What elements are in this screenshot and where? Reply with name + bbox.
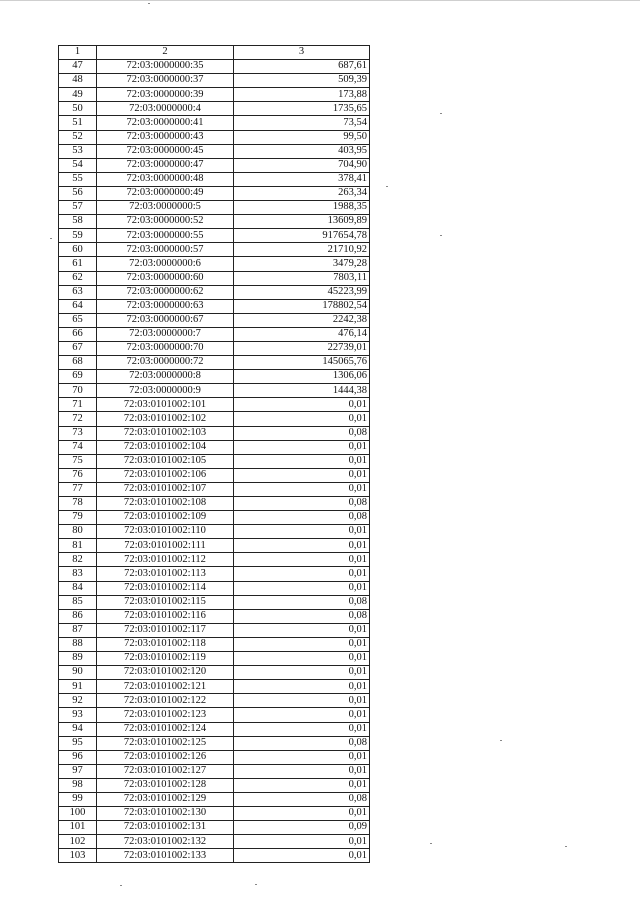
row-number: 82 (59, 553, 97, 567)
scan-speck (120, 885, 122, 886)
row-number: 60 (59, 243, 97, 257)
row-value: 1988,35 (234, 201, 370, 215)
row-value: 0,01 (234, 454, 370, 468)
cadastral-number: 72:03:0000000:48 (97, 172, 234, 186)
row-number: 96 (59, 750, 97, 764)
row-number: 98 (59, 778, 97, 792)
row-value: 0,01 (234, 482, 370, 496)
row-number: 56 (59, 186, 97, 200)
cadastral-number: 72:03:0101002:106 (97, 468, 234, 482)
row-number: 72 (59, 412, 97, 426)
row-number: 63 (59, 285, 97, 299)
row-number: 71 (59, 398, 97, 412)
table-row (59, 229, 370, 243)
table-row (59, 313, 370, 327)
cadastral-number: 72:03:0000000:41 (97, 116, 234, 130)
row-number: 54 (59, 158, 97, 172)
scan-speck (50, 238, 52, 239)
row-number: 103 (59, 849, 97, 863)
cadastral-number: 72:03:0000000:57 (97, 243, 234, 257)
table-row (59, 102, 370, 116)
row-value: 3479,28 (234, 257, 370, 271)
data-table (58, 45, 370, 863)
table-row (59, 666, 370, 680)
row-number: 59 (59, 229, 97, 243)
table-row (59, 271, 370, 285)
cadastral-number: 72:03:0000000:47 (97, 158, 234, 172)
table-row (59, 412, 370, 426)
cadastral-number: 72:03:0101002:118 (97, 637, 234, 651)
row-value: 0,01 (234, 849, 370, 863)
row-number: 76 (59, 468, 97, 482)
cadastral-number: 72:03:0101002:101 (97, 398, 234, 412)
cadastral-number: 72:03:0101002:116 (97, 609, 234, 623)
row-number: 100 (59, 807, 97, 821)
cadastral-number: 72:03:0101002:115 (97, 595, 234, 609)
table-row (59, 694, 370, 708)
table-row (59, 130, 370, 144)
row-value: 145065,76 (234, 356, 370, 370)
table-row (59, 398, 370, 412)
cadastral-number: 72:03:0000000:67 (97, 313, 234, 327)
row-value: 0,01 (234, 581, 370, 595)
cadastral-number: 72:03:0101002:102 (97, 412, 234, 426)
table-row (59, 623, 370, 637)
row-number: 90 (59, 666, 97, 680)
row-number: 62 (59, 271, 97, 285)
cadastral-number: 72:03:0101002:125 (97, 736, 234, 750)
row-number: 51 (59, 116, 97, 130)
row-number: 102 (59, 835, 97, 849)
row-value: 0,01 (234, 694, 370, 708)
scan-speck (430, 843, 432, 844)
table-row (59, 722, 370, 736)
row-number: 84 (59, 581, 97, 595)
row-value: 0,01 (234, 807, 370, 821)
table-row (59, 511, 370, 525)
row-value: 0,01 (234, 637, 370, 651)
row-value: 1735,65 (234, 102, 370, 116)
row-value: 22739,01 (234, 341, 370, 355)
table-row (59, 299, 370, 313)
row-number: 48 (59, 74, 97, 88)
table-row (59, 567, 370, 581)
row-number: 65 (59, 313, 97, 327)
cadastral-number: 72:03:0000000:63 (97, 299, 234, 313)
cadastral-number: 72:03:0101002:117 (97, 623, 234, 637)
table-row (59, 637, 370, 651)
table-row (59, 384, 370, 398)
row-value: 0,08 (234, 511, 370, 525)
cadastral-number: 72:03:0101002:111 (97, 539, 234, 553)
table-row (59, 821, 370, 835)
row-value: 0,01 (234, 652, 370, 666)
row-number: 91 (59, 680, 97, 694)
cadastral-number: 72:03:0000000:43 (97, 130, 234, 144)
row-value: 403,95 (234, 144, 370, 158)
row-number: 52 (59, 130, 97, 144)
cadastral-number: 72:03:0101002:127 (97, 764, 234, 778)
cadastral-number: 72:03:0101002:112 (97, 553, 234, 567)
row-value: 263,34 (234, 186, 370, 200)
cadastral-number: 72:03:0101002:128 (97, 778, 234, 792)
table-row (59, 595, 370, 609)
table-row (59, 581, 370, 595)
row-value: 0,08 (234, 609, 370, 623)
column-header-value: 3 (234, 46, 370, 60)
table-row (59, 807, 370, 821)
cadastral-number: 72:03:0101002:119 (97, 652, 234, 666)
document-table-container (58, 45, 370, 863)
cadastral-number: 72:03:0101002:108 (97, 497, 234, 511)
row-number: 87 (59, 623, 97, 637)
row-number: 97 (59, 764, 97, 778)
row-value: 0,08 (234, 736, 370, 750)
cadastral-number: 72:03:0101002:126 (97, 750, 234, 764)
table-row (59, 201, 370, 215)
row-value: 13609,89 (234, 215, 370, 229)
row-number: 92 (59, 694, 97, 708)
row-number: 67 (59, 341, 97, 355)
row-value: 0,01 (234, 567, 370, 581)
table-row (59, 792, 370, 806)
row-value: 0,08 (234, 426, 370, 440)
cadastral-number: 72:03:0101002:113 (97, 567, 234, 581)
table-row (59, 186, 370, 200)
row-number: 53 (59, 144, 97, 158)
row-number: 89 (59, 652, 97, 666)
table-row (59, 553, 370, 567)
cadastral-number: 72:03:0101002:110 (97, 525, 234, 539)
cadastral-number: 72:03:0000000:35 (97, 60, 234, 74)
table-row (59, 370, 370, 384)
row-number: 69 (59, 370, 97, 384)
table-body (59, 60, 370, 863)
cadastral-number: 72:03:0101002:103 (97, 426, 234, 440)
scan-speck (440, 113, 442, 114)
table-row (59, 285, 370, 299)
row-value: 0,08 (234, 497, 370, 511)
row-value: 99,50 (234, 130, 370, 144)
table-row (59, 426, 370, 440)
table-row (59, 158, 370, 172)
row-number: 70 (59, 384, 97, 398)
table-row (59, 482, 370, 496)
row-value: 0,01 (234, 666, 370, 680)
scan-speck (255, 884, 257, 885)
table-row (59, 539, 370, 553)
row-number: 78 (59, 497, 97, 511)
row-value: 0,08 (234, 792, 370, 806)
row-value: 687,61 (234, 60, 370, 74)
scan-speck (440, 235, 442, 236)
row-number: 95 (59, 736, 97, 750)
row-number: 47 (59, 60, 97, 74)
row-value: 0,01 (234, 412, 370, 426)
column-header-number: 1 (59, 46, 97, 60)
row-number: 86 (59, 609, 97, 623)
cadastral-number: 72:03:0101002:122 (97, 694, 234, 708)
row-number: 94 (59, 722, 97, 736)
table-row (59, 60, 370, 74)
row-value: 0,01 (234, 623, 370, 637)
row-value: 0,01 (234, 553, 370, 567)
row-value: 509,39 (234, 74, 370, 88)
row-value: 476,14 (234, 327, 370, 341)
row-number: 99 (59, 792, 97, 806)
row-value: 173,88 (234, 88, 370, 102)
scan-speck (500, 740, 502, 741)
table-row (59, 172, 370, 186)
table-row (59, 680, 370, 694)
cadastral-number: 72:03:0000000:60 (97, 271, 234, 285)
cadastral-number: 72:03:0101002:104 (97, 440, 234, 454)
cadastral-number: 72:03:0101002:107 (97, 482, 234, 496)
row-value: 7803,11 (234, 271, 370, 285)
row-number: 66 (59, 327, 97, 341)
row-number: 88 (59, 637, 97, 651)
row-value: 0,01 (234, 398, 370, 412)
cadastral-number: 72:03:0000000:70 (97, 341, 234, 355)
table-row (59, 609, 370, 623)
cadastral-number: 72:03:0101002:105 (97, 454, 234, 468)
cadastral-number: 72:03:0101002:133 (97, 849, 234, 863)
row-number: 81 (59, 539, 97, 553)
scan-edge-line (0, 0, 640, 1)
row-number: 74 (59, 440, 97, 454)
row-value: 45223,99 (234, 285, 370, 299)
scan-speck (148, 3, 150, 4)
table-row (59, 652, 370, 666)
row-number: 64 (59, 299, 97, 313)
row-value: 0,01 (234, 539, 370, 553)
cadastral-number: 72:03:0101002:124 (97, 722, 234, 736)
row-number: 80 (59, 525, 97, 539)
cadastral-number: 72:03:0000000:8 (97, 370, 234, 384)
row-value: 0,01 (234, 835, 370, 849)
cadastral-number: 72:03:0101002:109 (97, 511, 234, 525)
cadastral-number: 72:03:0000000:49 (97, 186, 234, 200)
row-value: 21710,92 (234, 243, 370, 257)
row-number: 58 (59, 215, 97, 229)
table-row (59, 835, 370, 849)
cadastral-number: 72:03:0000000:6 (97, 257, 234, 271)
row-value: 1444,38 (234, 384, 370, 398)
row-value: 2242,38 (234, 313, 370, 327)
row-number: 61 (59, 257, 97, 271)
row-value: 0,01 (234, 722, 370, 736)
table-row (59, 257, 370, 271)
row-value: 0,09 (234, 821, 370, 835)
row-value: 178802,54 (234, 299, 370, 313)
cadastral-number: 72:03:0101002:114 (97, 581, 234, 595)
cadastral-number: 72:03:0000000:62 (97, 285, 234, 299)
cadastral-number: 72:03:0000000:55 (97, 229, 234, 243)
table-row (59, 497, 370, 511)
row-number: 85 (59, 595, 97, 609)
table-row (59, 778, 370, 792)
row-value: 0,01 (234, 525, 370, 539)
table-row (59, 74, 370, 88)
row-value: 0,01 (234, 708, 370, 722)
table-row (59, 736, 370, 750)
table-row (59, 327, 370, 341)
row-number: 49 (59, 88, 97, 102)
cadastral-number: 72:03:0101002:121 (97, 680, 234, 694)
table-row (59, 88, 370, 102)
row-value: 0,01 (234, 750, 370, 764)
row-number: 79 (59, 511, 97, 525)
cadastral-number: 72:03:0000000:37 (97, 74, 234, 88)
cadastral-number: 72:03:0101002:123 (97, 708, 234, 722)
row-number: 73 (59, 426, 97, 440)
cadastral-number: 72:03:0101002:129 (97, 792, 234, 806)
cadastral-number: 72:03:0000000:4 (97, 102, 234, 116)
row-value: 704,90 (234, 158, 370, 172)
row-number: 93 (59, 708, 97, 722)
table-row (59, 764, 370, 778)
row-value: 0,08 (234, 595, 370, 609)
row-value: 917654,78 (234, 229, 370, 243)
cadastral-number: 72:03:0000000:7 (97, 327, 234, 341)
table-row (59, 454, 370, 468)
row-number: 50 (59, 102, 97, 116)
row-value: 0,01 (234, 680, 370, 694)
row-number: 75 (59, 454, 97, 468)
row-value: 1306,06 (234, 370, 370, 384)
cadastral-number: 72:03:0101002:120 (97, 666, 234, 680)
cadastral-number: 72:03:0000000:72 (97, 356, 234, 370)
row-value: 0,01 (234, 468, 370, 482)
cadastral-number: 72:03:0000000:5 (97, 201, 234, 215)
row-number: 55 (59, 172, 97, 186)
row-number: 83 (59, 567, 97, 581)
row-value: 73,54 (234, 116, 370, 130)
scan-speck (386, 186, 388, 187)
table-row (59, 708, 370, 722)
table-row (59, 468, 370, 482)
row-value: 0,01 (234, 440, 370, 454)
cadastral-number: 72:03:0101002:130 (97, 807, 234, 821)
cadastral-number: 72:03:0000000:52 (97, 215, 234, 229)
cadastral-number: 72:03:0101002:132 (97, 835, 234, 849)
table-row (59, 525, 370, 539)
table-row (59, 440, 370, 454)
row-number: 101 (59, 821, 97, 835)
table-row (59, 144, 370, 158)
cadastral-number: 72:03:0101002:131 (97, 821, 234, 835)
table-row (59, 849, 370, 863)
table-row (59, 243, 370, 257)
scan-speck (565, 846, 567, 847)
cadastral-number: 72:03:0000000:45 (97, 144, 234, 158)
row-value: 0,01 (234, 778, 370, 792)
row-number: 77 (59, 482, 97, 496)
table-row (59, 116, 370, 130)
row-number: 57 (59, 201, 97, 215)
table-header-row (59, 46, 370, 60)
cadastral-number: 72:03:0000000:9 (97, 384, 234, 398)
row-value: 378,41 (234, 172, 370, 186)
table-row (59, 750, 370, 764)
table-row (59, 356, 370, 370)
row-value: 0,01 (234, 764, 370, 778)
column-header-cadastral-number: 2 (97, 46, 234, 60)
table-row (59, 341, 370, 355)
row-number: 68 (59, 356, 97, 370)
cadastral-number: 72:03:0000000:39 (97, 88, 234, 102)
table-row (59, 215, 370, 229)
